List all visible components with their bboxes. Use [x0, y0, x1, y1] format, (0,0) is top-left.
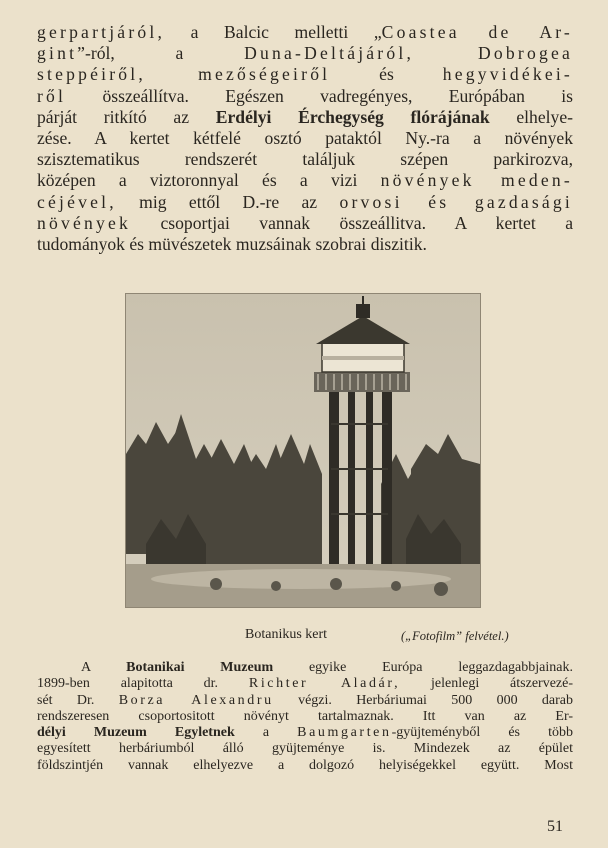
text-span: végzi. Herbáriumai 500 000 darab: [273, 692, 573, 708]
text-line: egyesített herbáriumból álló gyüjteménye is. Mindezek az épület: [37, 741, 573, 757]
spaced-text: Richter Aladár,: [248, 676, 401, 692]
text-span: mig ettől D.-re az: [116, 191, 340, 212]
text-line: rendszeresen csoportositott növényt tartalmaznak. Itt van az Er-: [37, 708, 573, 724]
text-span: sét Dr.: [37, 692, 119, 708]
text-span: egyike Európa leggazdagabbjainak.: [273, 660, 573, 675]
text-span: elhelye-: [489, 106, 574, 127]
spaced-text: Duna-Deltájáról, Dobrogea: [244, 43, 573, 64]
page-number: 51: [547, 818, 563, 835]
text-span: középen a viztoronnyal és a vizi: [37, 170, 381, 191]
spaced-text: növények meden-: [380, 170, 573, 191]
spaced-text: növények: [37, 212, 131, 233]
spaced-text: hegyvidékei-: [442, 64, 573, 85]
text-line: [37, 43, 573, 64]
text-line: [37, 22, 573, 43]
bold-text: Erdélyi Érchegység flórájának: [215, 106, 490, 127]
text-line: [37, 725, 573, 741]
text-line: földszintjén vannak elhelyezve a dolgozó helyiségekkel együtt. Most: [37, 757, 573, 773]
bold-text: Botanikai Muzeum: [126, 660, 274, 675]
water-tower-photo: [125, 293, 481, 608]
spaced-text: ről: [37, 85, 67, 106]
text-line: [37, 660, 573, 676]
text-line: tudományok és müvészetek muzsáinak szobrai diszitik.: [37, 234, 427, 255]
text-line: szisztematikus rendszerét találjuk szépen parkirozva,: [37, 149, 573, 170]
spaced-text: gerpartjáról,: [37, 22, 166, 42]
spaced-text: orvosi és gazdasági: [339, 191, 573, 212]
bold-text: délyi Muzeum Egyletnek: [37, 725, 235, 741]
text-span: ”-ról, a: [77, 43, 245, 64]
text-line: [37, 170, 573, 191]
text-span: csoportjai vannak összeállitva. A kertet a: [131, 212, 573, 233]
text-line: [37, 107, 573, 128]
text-span: -gyüjteményből és több: [391, 725, 573, 741]
text-line: [37, 693, 573, 709]
spaced-text: céjével,: [37, 191, 117, 212]
figure-caption: Botanikus kert: [245, 627, 328, 642]
text-span: összeállítva. Egészen vadregényes, Európában is: [66, 85, 573, 106]
photo-credit: („Fotofilm” felvétel.): [401, 629, 509, 643]
spaced-text: Coastea de Ar-: [381, 22, 573, 42]
text-line: [37, 192, 573, 213]
text-span: a: [234, 725, 298, 741]
text-span: a Balcic melletti „: [190, 22, 382, 42]
paragraph-botanical-garden: [37, 22, 573, 255]
spaced-text: steppéiről, mezőségeiről: [37, 64, 331, 85]
spaced-text: Borza Alexandru: [118, 692, 274, 708]
text-span: párját ritkító az: [37, 106, 216, 127]
text-span: 1899-ben alapitotta dr.: [37, 676, 249, 692]
text-line: [37, 213, 573, 234]
text-line: zése. A kertet kétfelé osztó pataktól Ny.-ra a növények: [37, 128, 573, 149]
spaced-text: gint: [37, 43, 78, 64]
text-line: [37, 86, 573, 107]
text-span: és: [330, 64, 443, 85]
text-line: [37, 676, 573, 692]
text-line: [37, 64, 573, 85]
spaced-text: Baumgarten: [297, 725, 392, 741]
paragraph-botanical-museum: [37, 660, 573, 774]
text-span: jelenlegi átszervezé-: [400, 676, 574, 692]
text-span: A: [81, 660, 127, 675]
